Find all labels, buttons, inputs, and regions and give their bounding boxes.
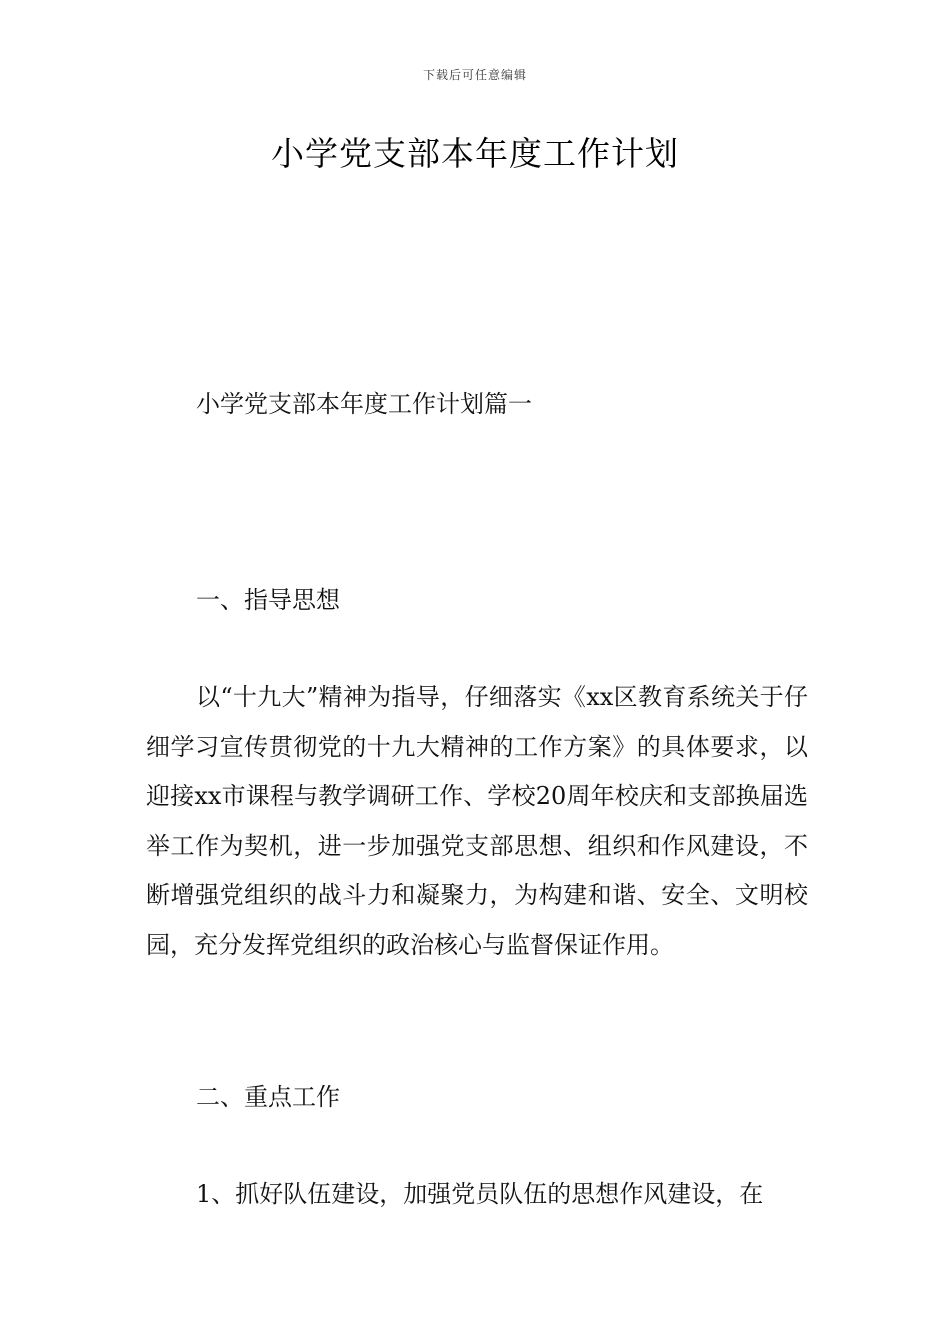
header-note: 下载后可任意编辑 <box>422 68 527 82</box>
paragraph-key-work: 1、抓好队伍建设，加强党员队伍的思想作风建设，在 <box>196 1180 764 1208</box>
section-subtitle: 小学党支部本年度工作计划篇一 <box>196 390 532 418</box>
section-heading-key-work: 二、重点工作 <box>196 1083 340 1111</box>
document-title: 小学党支部本年度工作计划 <box>271 134 679 173</box>
section-heading-guiding-ideology: 一、指导思想 <box>196 586 340 614</box>
paragraph-guiding-ideology: 以“十九大”精神为指导，仔细落实《xx区教育系统关于仔细学习宣传贯彻党的十九大精神的工作方案》的具体要求，以迎接xx市课程与教学调研工作、学校20周年校庆和支部换届选举工作为契机，进一步加强党支部思想、组织和作风建设，不断增强党组织的战斗力和凝聚力，为构建和谐、安全、文明校园，充分发挥党组织的政治核心与监督保证作用。 <box>146 683 808 959</box>
